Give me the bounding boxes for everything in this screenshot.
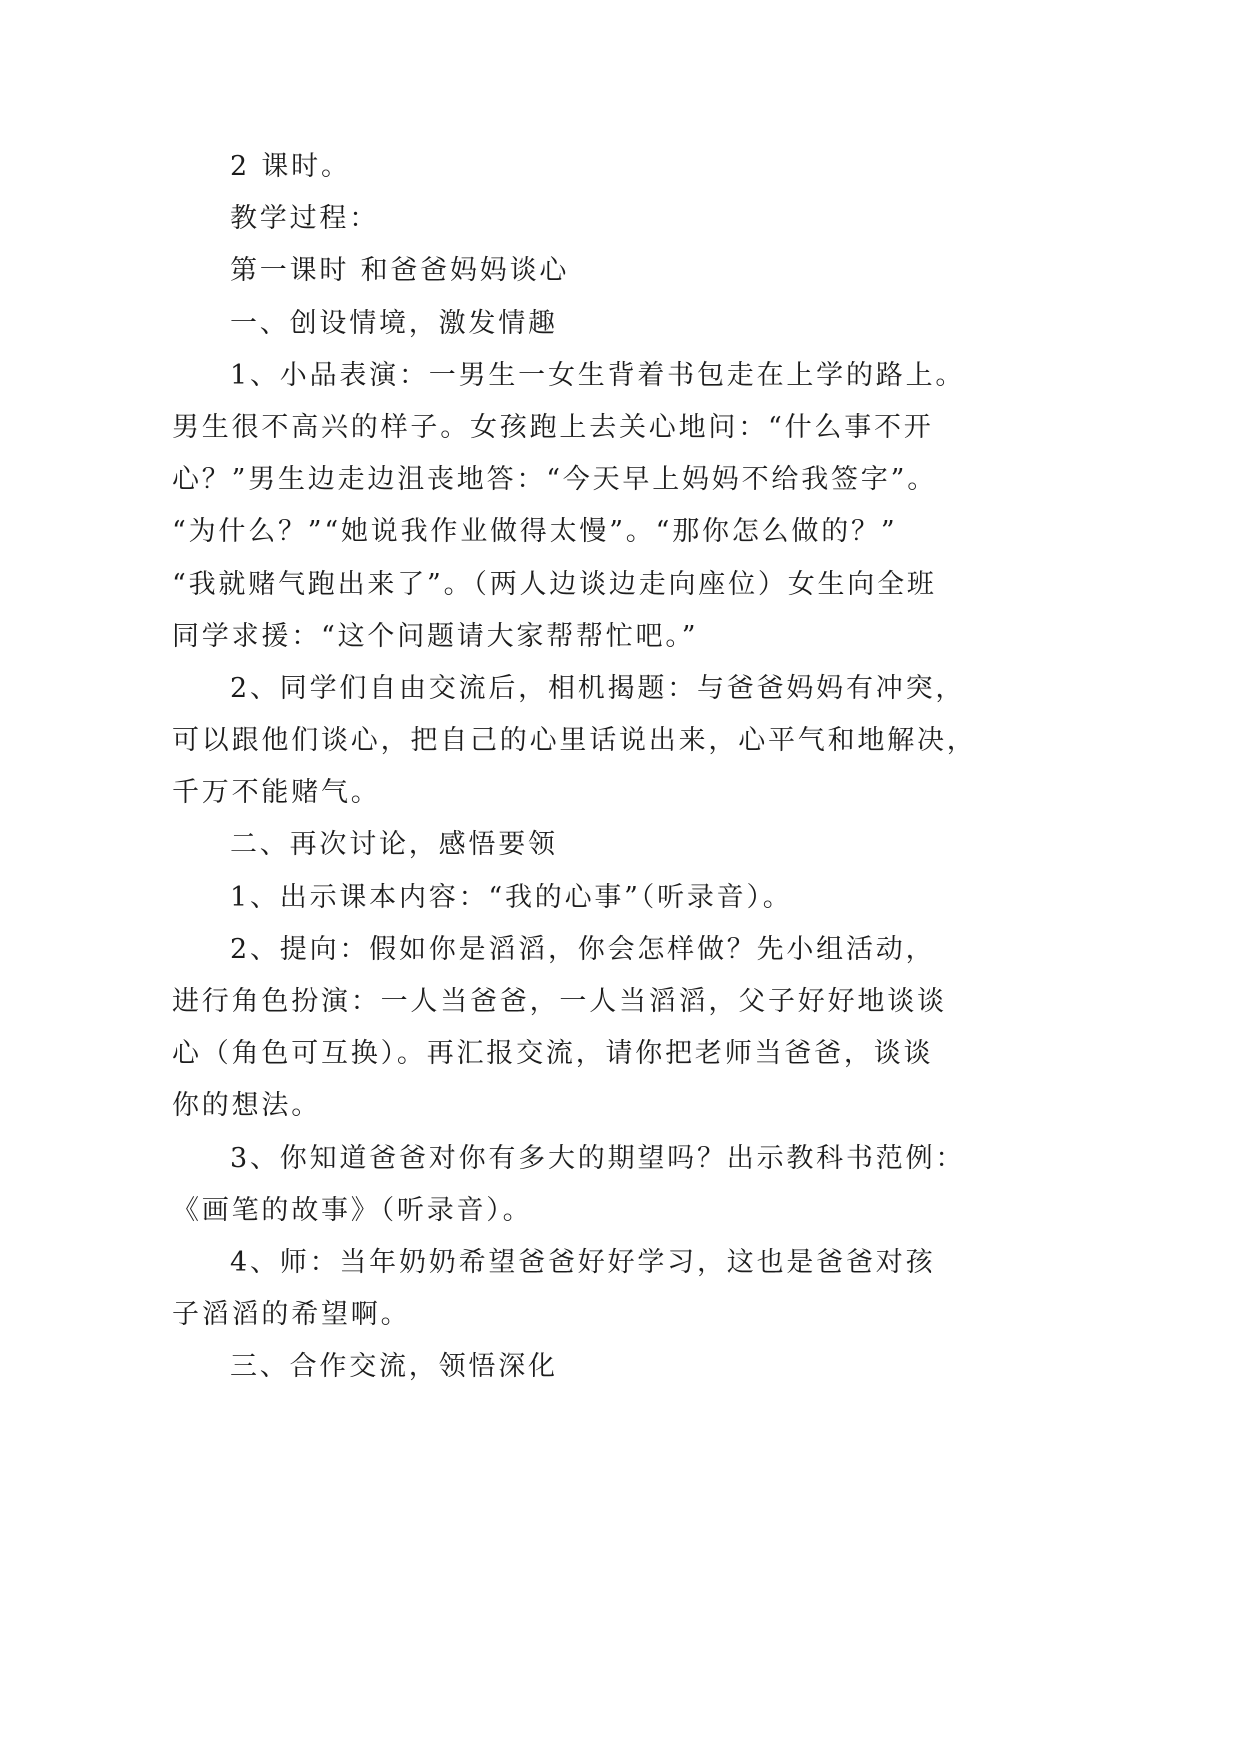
text-line: 2 课时。 — [230, 151, 351, 182]
text-line: “我就赌气跑出来了”。（两人边谈边走向座位）女生向全班 — [172, 568, 937, 600]
text-line: 可以跟他们谈心，把自己的心里话说出来，心平气和地解决， — [172, 725, 977, 757]
text-line: 2、同学们自由交流后，相机揭题：与爸爸妈妈有冲突， — [230, 672, 966, 704]
paragraph-teaching-process-heading — [172, 193, 1072, 245]
text-line: 千万不能赌气。 — [172, 777, 381, 809]
text-line: 心（角色可互换）。再汇报交流，请你把老师当爸爸，谈谈 — [172, 1038, 934, 1070]
text-line: 2、提向：假如你是滔滔，你会怎样做？先小组活动， — [230, 933, 936, 965]
text-line: 《画笔的故事》（听录音）。 — [172, 1194, 533, 1226]
section-heading-three — [172, 1341, 1072, 1393]
text-line: 教学过程： — [230, 203, 379, 235]
paragraph-role-play — [172, 924, 1072, 1133]
text-line: 进行角色扮演：一人当爸爸，一人当滔滔，父子好好地谈谈 — [172, 986, 947, 1017]
text-line: “为什么？”“她说我作业做得太慢”。“那你怎么做的？” — [172, 516, 898, 548]
text-line: 你的想法。 — [172, 1090, 321, 1122]
text-line: 一、创设情境，激发情趣 — [230, 307, 558, 339]
text-line: 第一课时 和爸爸妈妈谈心 — [230, 255, 570, 287]
section-heading-one — [172, 298, 1072, 350]
paragraph-lesson-one-title — [172, 245, 1072, 297]
text-line: 三、合作交流，领悟深化 — [230, 1351, 558, 1383]
text-line: 二、再次讨论，感悟要领 — [230, 829, 558, 861]
text-line: 3、你知道爸爸对你有多大的期望吗？出示教科书范例： — [230, 1142, 966, 1174]
text-line: 4、师：当年奶奶希望爸爸好好学习，这也是爸爸对孩 — [230, 1246, 936, 1278]
paragraph-show-textbook — [172, 872, 1072, 924]
paragraph-teacher-remark — [172, 1237, 1072, 1341]
paragraph-expectations — [172, 1133, 1072, 1237]
section-heading-two — [172, 819, 1072, 871]
text-line: 1、出示课本内容：“我的心事”（听录音）。 — [230, 881, 793, 913]
paragraph-free-discussion — [172, 663, 1072, 820]
text-line: 心？”男生边走边沮丧地答：“今天早上妈妈不给我签字”。 — [172, 464, 938, 496]
text-line: 子滔滔的希望啊。 — [172, 1299, 411, 1331]
document-body — [172, 141, 1072, 1394]
text-line: 同学求援：“这个问题请大家帮帮忙吧。” — [172, 620, 699, 652]
text-line: 男生很不高兴的样子。女孩跑上去关心地问：“什么事不开 — [172, 411, 934, 443]
paragraph-skit — [172, 350, 1072, 663]
paragraph-class-hours — [172, 141, 1072, 193]
text-line: 1、小品表演：一男生一女生背着书包走在上学的路上。 — [230, 359, 966, 391]
